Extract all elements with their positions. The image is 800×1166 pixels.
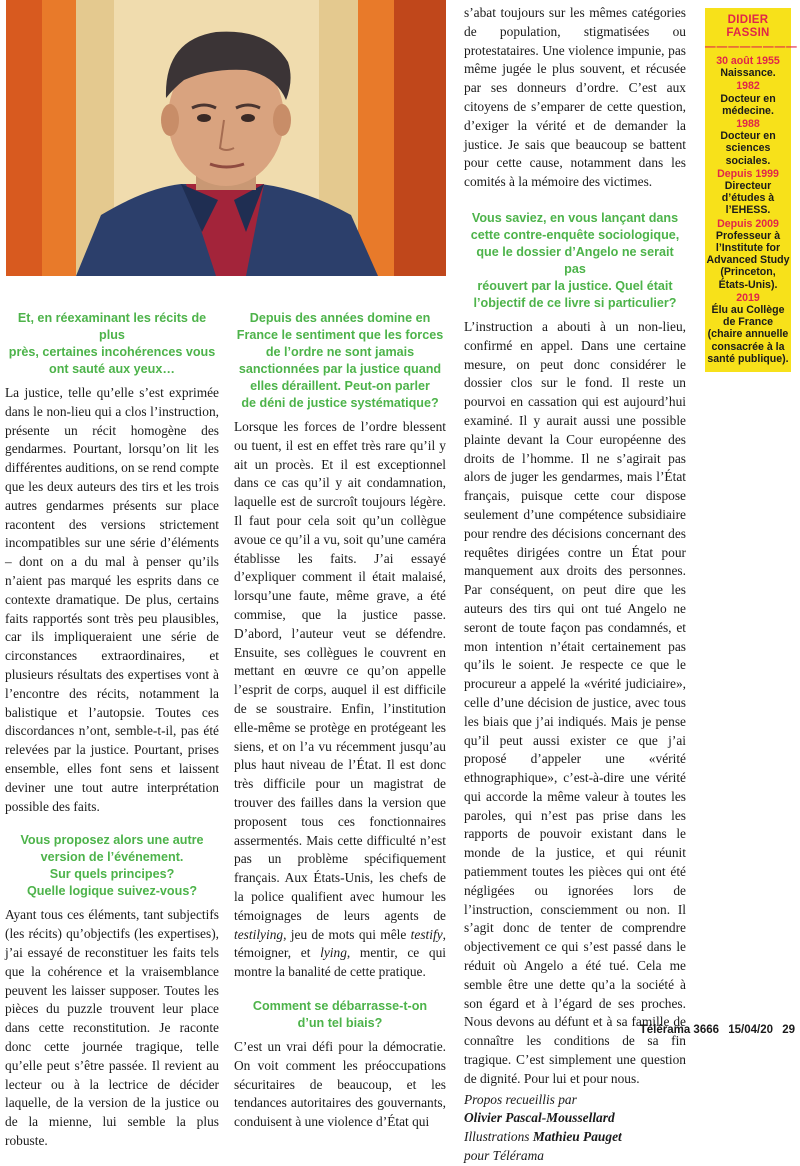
question-heading: Vous saviez, en vous lançant dans cette contre-enquête sociologique, que le dossier d’Angelo ne serait pas réouvert par la justice. Quel était l’objectif de ce livre si particulier? — [470, 210, 680, 310]
magazine-issue: Télérama 3666 — [639, 1024, 720, 1036]
article-credits: Propos recueillis par Olivier Pascal-Moussellard Illustrations Mathieu Pauget pour Télérama — [464, 1091, 622, 1164]
bio-text: Naissance. — [720, 67, 776, 80]
question-heading: Comment se débarrasse-t-on d’un tel biais? — [252, 998, 428, 1030]
answer-paragraph: s’abat toujours sur les mêmes catégories de population, stigmatisées ou protestataires. Une violence impunie, pas même jugée le plus souvent, et récusée par ses donneurs d’ordre. C’est aux citoyens de s’emparer de cette question, d’exiger la vérité et de demander la justice. Je sais que beaucoup se battent pour cette cause, notamment dans les comités à la mémoire des victimes. — [464, 5, 686, 190]
page-number: 29 — [782, 1024, 795, 1036]
bio-date: 1988 — [736, 118, 760, 131]
portrait-illustration — [6, 0, 446, 276]
bio-name-first: DIDIER — [727, 14, 769, 26]
question-heading: Et, en réexaminant les récits de plus près, certaines incohérences vous ont sauté aux yeux… — [8, 311, 216, 376]
page-footer — [575, 1024, 795, 1036]
answer-paragraph: Lorsque les forces de l’ordre blessent ou tuent, il est en effet très rare qu’il y ait un procès. Et il est exceptionnel dans ce cas qu’il y ait condamnation, laquelle est de surcroît toujours légère. Il faut pour cela soit qu’un collègue avoue ce qu’il a vu, soit qu’une caméra établisse les faits. J’ai essayé d’expliquer comment il était malaisé, lorsqu’une faute, même grave, a été commise, que la justice passe. D’abord, l’auteur veut se défendre. Ensuite, ses collègues le couvrent en mettant en œuvre ce qu’on appelle l’esprit de corps, auquel il est difficile de se soustraire. Enfin, l’institution elle-même se protège en protégeant les siens, et on l’a vu récemment jusqu’au plus haut niveau de l’État. Il est donc très difficile pour un magistrat de trouver des failles dans la version que proposent tous ces fonctionnaires assermentés. Mais cette difficulté n’est pas un problème spécifiquement français. Aux États-Unis, les chefs de la police qualifient avec humour les témoignages de leurs agents de testilying, jeu de mots qui mêle testify, témoigner, et lying, mentir, ce qui montre la banalité de cette pratique. — [234, 419, 447, 980]
portrait-drawing — [6, 0, 446, 276]
article-column-3 — [464, 4, 686, 1166]
bio-divider: ———————— — [705, 41, 798, 53]
bio-sidebar — [705, 8, 798, 372]
bio-date: 1982 — [736, 80, 760, 93]
answer-paragraph: C’est un vrai défi pour la démocratie. On voit comment les préoccupations sécuritaires de beaucoup, et les tendances autoritaires des gouvernants, conduisent à une violence d’État qui — [234, 1038, 446, 1130]
answer-paragraph: Ayant tous ces éléments, tant subjectifs (les récits) qu’objectifs (les expertises), j’ai essayé de reconstituer les faits tels que la cohérence et la vraisemblance peuvent les laisser supposer. Toutes les pièces du puzzle trouvent leur place dans cette reconstitution. Je raconte donc cette journée tragique, telle qu’elle peut s’être passée. Il revient au lecteur ou à la lectrice de décider laquelle, de la version de la justice ou de la mienne, lui semble la plus robuste. — [5, 907, 219, 1148]
bio-text: Élu au Collège de France (chaire annuelle consacrée à la santé publique). — [707, 304, 789, 365]
bio-text: Directeur d’études à l’EHESS. — [721, 180, 775, 217]
bio-text: Professeur à l’Institute for Advanced Study (Princeton, États-Unis). — [706, 229, 790, 291]
answer-paragraph: L’instruction a abouti à un non-lieu, confirmé en appel. Dans une certaine mesure, on peut donc considérer le dossier clos sur le fond. Il reste un pourvoi en cassation qui est aujourd’hui examiné. Il y aurait aussi une possible plainte devant la Cour européenne des droits de l’homme. Il ne s’agirait pas alors de juger les gendarmes, mais l’État français, puisque cette cour dispose seulement d’une compétence subsidiaire pour rendre des décisions concernant des requêtes dirigées contre un État pour manquement aux droits des personnes. Par conséquent, on peut dire que les auteurs des tirs qui ont tué Angelo ne seront de toute façon pas condamnés, et mon intention n’était certainement pas qu’ils le soient. Je respecte ce que le procureur a appelé la «vérité judiciaire», celle d’une décision de justice, avec tous les biais que j’ai indiqués. Mais je pense qu’il peut aussi exister ce que j’ai proposé d’appeler une «vérité ethnographique», c’est-à-dire une vérité qui accorde la même valeur à toutes les paroles, qui n’est pas prise dans les rapports de pouvoir existant dans le monde de la justice, et qui réunit patiemment toutes les pièces qui ont été négligées ou ignorées lors de l’instruction, consciemment ou non. Il s’agit donc de tenter de comprendre objectivement ce qui s’est passé dans le réduit où Angelo a été tué. Cela me semble être une dette qu’a la société à son égard et à l’égard de ses proches. Nous devons au défunt et à sa famille de connaître les conditions de sa fin tragique. C’est simplement une question de dignité. Pour lui et pour nous. — [464, 318, 686, 1086]
bio-date: 30 août 1955 — [716, 55, 780, 67]
bio-text: Docteur en médecine. — [720, 92, 776, 117]
issue-date: 15/04/20 — [728, 1024, 773, 1036]
article-column-1 — [5, 310, 219, 1151]
answer-paragraph: La justice, telle qu’elle s’est exprimée dans le non-lieu qui a clos l’instruction, présente un récit homogène des gendarmes. Pourtant, lorsqu’on lit les différentes auditions, on se rend compte que les deux auteurs des tirs et les trois autres gendarmes présents sur place racontent des versions strictement incompatibles sur une série d’éléments – dont on a du mal à penser qu’ils n’aient pas marqué les esprits dans ce contexte dramatique. De plus, certains faits rapportés sont très peu plausibles, car ils impliqueraient une série de circonstances extraordinaires, et plusieurs résultats des expertises vont à l’encontre des récits, notamment la balistique et l’autopsie. Toutes ces discordances n’ont, semble-t-il, pas été relevées par la justice. Pourtant, prises ensemble, elles font sens et laissent deviner une tout autre interprétation possible des faits. — [5, 385, 219, 814]
bio-date: Depuis 1999 — [717, 167, 779, 180]
article-column-2 — [234, 310, 446, 1132]
question-heading: Vous proposez alors une autre version de l’événement. Sur quels principes? Quelle logique suivez-vous? — [20, 833, 204, 899]
bio-date: 2019 — [736, 291, 760, 304]
bio-date: Depuis 2009 — [717, 217, 779, 230]
question-heading: Depuis des années domine en France le sentiment que les forces de l’ordre ne sont jamais sanctionnées par la justice quand elles déraillent. Peut-on parler de déni de justice systématique? — [236, 311, 444, 410]
bio-name-last: FASSIN — [726, 27, 770, 39]
bio-text: Docteur en sciences sociales. — [720, 130, 776, 167]
